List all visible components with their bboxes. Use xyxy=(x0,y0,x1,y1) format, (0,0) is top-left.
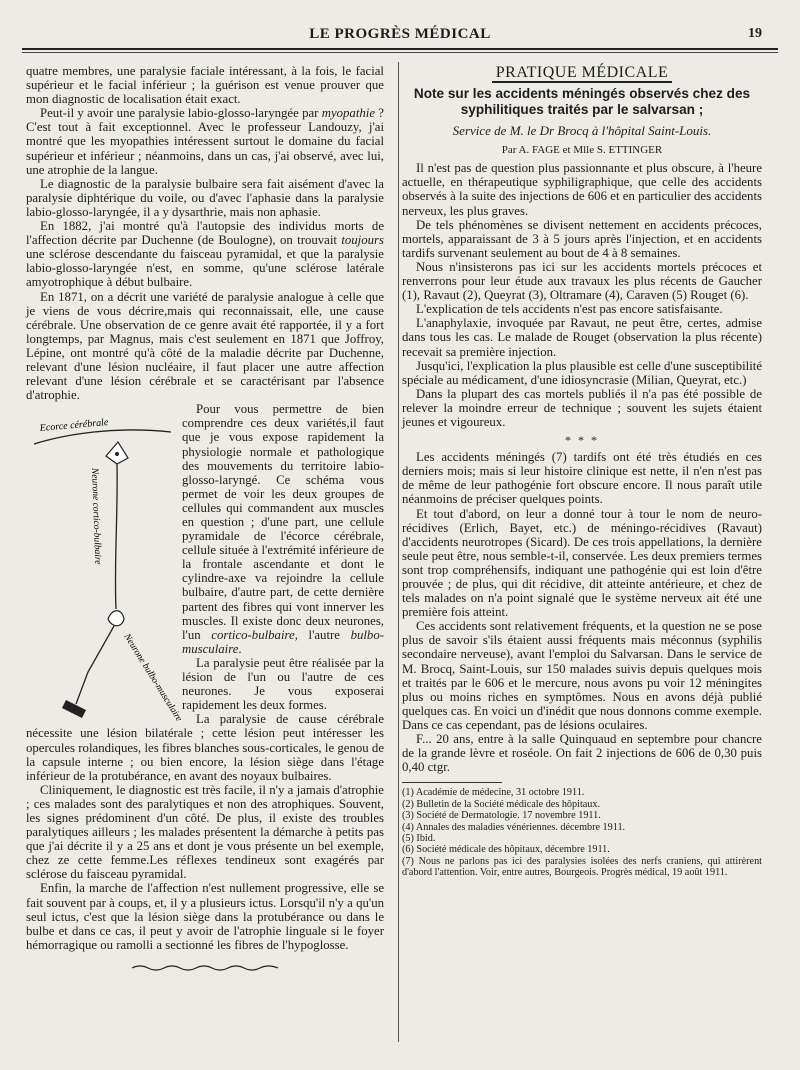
paragraph: L'anaphylaxie, invoquée par Ravaut, ne peut être, certes, admise dans tous les cas. Le malade de Rouget (observation la plus récente) recevait sa première injection. xyxy=(402,316,762,359)
column-separator xyxy=(398,62,399,1042)
paragraph: quatre membres, une paralysie faciale intéressant, à la fois, le facial supérieur et le facial inférieur ; la guérison est venue prouver que mon diagnostic de localisation était exact. xyxy=(26,64,384,107)
paragraph: Les accidents méningés (7) tardifs ont été très étudiés en ces derniers mois; mais si leur histoire clinique est nette, il n'en n'est pas de même de leur pathogénie fort obscure encore. Il nous paraît utile néanmoins de préciser quelques points. xyxy=(402,450,762,507)
footnote: (2) Bulletin de la Société médicale des hôpitaux. xyxy=(402,798,601,810)
paragraph: Enfin, la marche de l'affection n'est nullement progressive, elle se fait souvent par à coups, et, il y a plusieurs ictus. Lorsqu'il n'y a qu'un seul ictus, c'est que la lésion siège dans la protubérance ou dans le bulbe et dans ce cas, il peut y avoir de l'atrophie linguale si le foyer hémorragique ou ramolli a sectionné les fibres de l'hypoglosse. xyxy=(26,881,384,952)
article-authors: Par A. FAGE et Mlle S. ETTINGER xyxy=(501,144,663,157)
paragraph: En 1882, j'ai montré qu'à l'autopsie des individus morts de l'affection décrite par Duchenne (de Boulogne), on trouvait toujours une sclérose descendante du faisceau pyramidal, et que la paralysie labio-glosso-laryngée n'est, en somme, qu'une sclérose latérale amyotrophique à début bulbaire. xyxy=(26,219,384,290)
footnote-rule xyxy=(402,782,502,783)
paragraph: Peut-il y avoir une paralysie labio-glosso-laryngée par myopathie ? C'est tout à fait exceptionnel. Avec le professeur Landouzy, j'ai montré que les myopathies intéressent surtout le domaine du facial supérieur et inférieur ; néanmoins, dans un cas, j'ai observé, avec lui, une atrophie de la langue. xyxy=(26,106,384,177)
paragraph: La paralysie peut être réalisée par la lésion de l'un ou l'autre de ces neurones. Je vous exposerai rapidement les deux formes. xyxy=(182,655,384,713)
bulbar-cell xyxy=(108,611,124,626)
footnote: (5) Ibid. xyxy=(402,832,436,844)
footnote: (7) Nous ne parlons pas ici des paralysies isolées des nerfs craniens, qui attirèrent d'abord l'attention. Voir, entre autres, Bourgeois. Progrès médical, 19 août 1911. xyxy=(402,855,762,879)
paragraph: La paralysie de cause cérébrale nécessite une lésion bilatérale ; cette lésion peut intéresser les opercules rolandiques, les fibres blanches sous-corticales, le genou de la capsule interne ; ou bien encore, la lésion siège dans l'étage inférieur de la protubérance, en avant des noyaux bulbaires. xyxy=(26,712,384,783)
section-title: PRATIQUE MÉDICALE xyxy=(402,66,762,80)
figure-label-cortico-bulbar: Neurone cortico-bulbaire xyxy=(89,468,103,565)
journal-title: LE PROGRÈS MÉDICAL xyxy=(309,26,491,42)
paragraph: Il n'est pas de question plus passionnante et plus obscure, à l'heure actuelle, en thérapeutique syphiligraphique, que celle des accidents observés à la suite des injections de 606 et en particulier des accidents nerveux, les plus graves. xyxy=(402,161,762,218)
footnotes xyxy=(402,787,762,878)
paragraph: Ces accidents sont relativement fréquents, et la question ne se pose plus de savoir s'ils étaient aussi fréquents mais méconnus (syphilis secondaire nerveuse), avant l'emploi du Salvarsan. Dans le service de M. Brocq, Saint-Louis, sur 150 malades suivis depuis quelques mois et traités par le 606 et le mercure, nous avons pu voir 12 méningites plus ou moins riches en symptômes. Nous en avons déjà publié quelques cas. En voici un d'inédit que nous donnons comme exemple. Dans ce cas cependant, pas de lésions oculaires. xyxy=(402,619,762,732)
header-rule-thin xyxy=(22,52,778,53)
page-number: 19 xyxy=(748,26,762,41)
footnote: (3) Société de Dermatologie. 17 novembre 1911. xyxy=(402,810,601,822)
footnote: (6) Société médicale des hôpitaux, décembre 1911. xyxy=(402,844,610,856)
paragraph: L'explication de tels accidents n'est pas encore satisfaisante. xyxy=(416,302,723,317)
paragraph: Pour vous permettre de bien comprendre ces deux variétés,il faut que je vous expose rapidement la physiologie normale et pathologique des mouvements du territoire labio-glosso-laryngé. Ce schéma vous permet de voir les deux groupes de cellules qui commandent aux muscles en question ; d'une part, une cellule pyramidale de l'écorce cérébrale, cellule située à l'extrémité inférieure de la frontale ascendante et dont le cylindre-axe va rejoindre la cellule bulbaire, d'autre part, de cette dernière partent des fibres qui vont innerver les muscles. Il existe donc deux neurones, l'un cortico-bulbaire, l'autre bulbo-musculaire. xyxy=(182,402,384,656)
paragraph: F... 20 ans, entre à la salle Quinquaud en septembre pour chancre de la grande lèvre et roséole. On fait 2 injections de 606 de 0,30 puis 0,40 ctgr. xyxy=(402,732,762,775)
header-rule xyxy=(22,48,778,50)
article-title: Note sur les accidents méningés observés chez des syphilitiques traités par le salvarsan ; xyxy=(413,86,751,118)
paragraph: Dans la plupart des cas mortels publiés il n'a pas été possible de relever la moindre erreur de technique ; souvent les sujets étaient jeunes et vigoureux. xyxy=(402,386,762,429)
figure-label-cortex: Ecorce cérébrale xyxy=(39,417,109,435)
paragraph: Le diagnostic de la paralysie bulbaire sera fait aisément d'avec la paralysie diphtérique du voile, ou d'avec l'aphasie dans la paralysie labio-glosso-laryngée, il a y dysarthrie, mais non aphasie. xyxy=(26,176,384,219)
article-service: Service de M. le Dr Brocq à l'hôpital Saint-Louis. xyxy=(452,123,712,139)
muscle-ending xyxy=(62,700,86,718)
paragraph: De tels phénomènes se divisent nettement en accidents précoces, mortels, apparaissant de 3 à 5 jours après l'injection, et en accidents tardifs survenant seulement au bout de 4 à 8 semaines. xyxy=(402,217,762,260)
left-column xyxy=(26,64,384,974)
bulbo-muscular-axon xyxy=(76,626,114,704)
page-header xyxy=(30,26,770,46)
paragraph: Jusqu'ici, l'explication la plus plausible est celle d'une susceptibilité spéciale au médicament, d'une idiosyncrasie (Milian, Queyrat, etc.) xyxy=(402,358,762,387)
paragraph: En 1871, on a décrit une variété de paralysie analogue à celle que je viens de vous décrire,mais qui reconnaissait, elle, une cause cérébrale. Une observation de ce genre avait été rapportée, il y a fort longtemps, par Magnus, mais c'est seulement en 1871 que Joffroy, Lépine, ont montré qu'à côté de la maladie décrite par Duchenne, relevant d'une lésion nucléaire, il faut placer une autre affection relevant d'une lésion cérébrale et se caractérisant par l'absence d'atrophie. xyxy=(26,289,384,403)
cortico-bulbar-axon xyxy=(115,464,117,609)
figure-label-bulbo-muscular: Neurone bulbo-musculaire xyxy=(121,632,184,724)
neuron-schema-figure xyxy=(26,404,184,724)
end-ornament xyxy=(130,962,280,974)
footnote: (4) Annales des maladies vénériennes. décembre 1911. xyxy=(402,821,626,833)
paragraph: Et tout d'abord, on leur a donné tour à tour le nom de neuro-récidives (Erlich, Bayet, etc.) de méningo-récidives (Ravaut) d'accidents neurotropes (Sicard). De ces trois appellations, la dernière seule peut être, nous semble-t-il, conservée. Les deux premiers termes sont trop compréhensifs, indiquant une pathogénie qui est loin d'être prouvée ; de plus, qui dit récidive, dit atteinte antérieure, et chez de tels malades on n'a point signalé que le système nerveux ait été une première fois atteint. xyxy=(402,506,762,620)
footnote: (1) Académie de médecine, 31 octobre 1911. xyxy=(402,787,585,799)
paragraph: Cliniquement, le diagnostic est très facile, il n'y a jamais d'atrophie ; ces malades sont des paralytiques et non des atrophiques. Souvent, les signes prédominent d'un côté. De plus, il existe des troubles paralytiques ailleurs ; les malades présentent la démarche à petits pas que j'ai décrite il y a 25 ans et dont je vous présente un bel exemple, chez ze cette femme.Les réflexes tendineux sont exagérés par sclérose du faisceau pyramidal. xyxy=(26,782,384,882)
paragraph: Nous n'insisterons pas ici sur les accidents mortels précoces et renverrons pour leur étude aux travaux les plus récents de Gaucher (1), Ravaut (2), Queyrat (3), Oltramare (4), Caraven (5) Rouget (6). xyxy=(402,259,762,303)
section-stars: * * * xyxy=(565,433,599,448)
right-column xyxy=(402,64,762,879)
